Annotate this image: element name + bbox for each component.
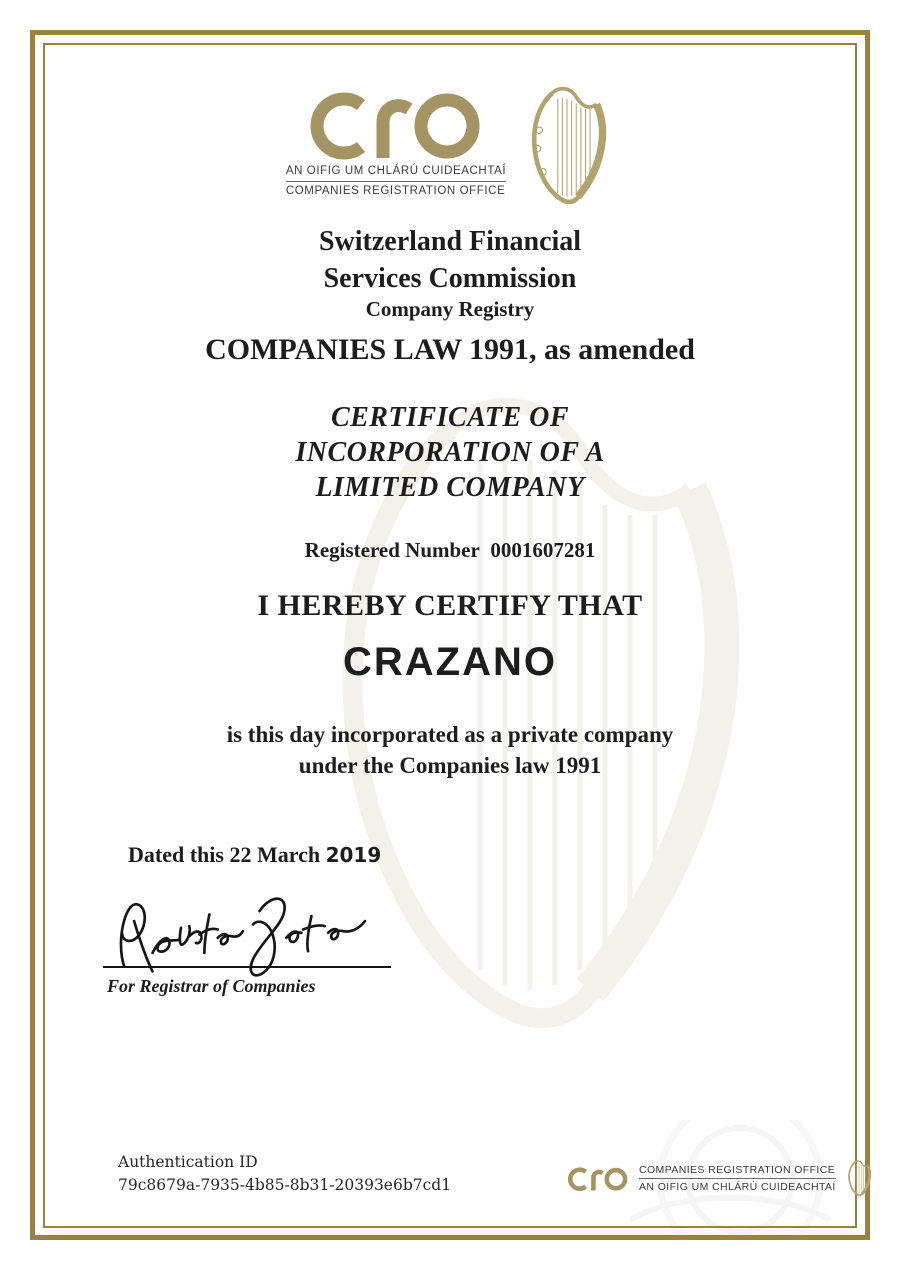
registered-number-row	[0, 538, 900, 563]
dated-year: 2019	[325, 843, 382, 867]
certificate-title-line1: CERTIFICATE OF	[330, 402, 570, 433]
companies-law-heading: COMPANIES LAW 1991, as amended	[205, 333, 695, 366]
certify-line: I HEREBY CERTIFY THAT	[257, 589, 643, 622]
certificate-title-line2: INCORPORATION OF A	[295, 437, 605, 468]
incorporation-statement-line2: under the Companies law 1991	[298, 753, 602, 778]
dated-label: Dated this 22 March	[128, 842, 321, 867]
cro-footer-logo	[566, 1158, 873, 1198]
registered-number-value: 0001607281	[490, 538, 596, 562]
certificate-title-line3: LIMITED COMPANY	[315, 472, 585, 503]
irish-harp-small-icon	[845, 1158, 873, 1198]
cro-header-logo	[0, 84, 900, 206]
incorporation-statement-line1: is this day incorporated as a private company	[226, 722, 674, 747]
cro-wordmark-icon	[305, 84, 487, 164]
header-logo-line2: COMPANIES REGISTRATION OFFICE	[285, 185, 506, 197]
footer-logo-line1: COMPANIES REGISTRATION OFFICE	[639, 1163, 836, 1179]
company-name: CRAZANO	[343, 640, 557, 684]
authority-name-line2: Services Commission	[323, 263, 577, 294]
authentication-id-label: Authentication ID	[118, 1153, 258, 1171]
authority-name-line1: Switzerland Financial	[318, 226, 582, 257]
authentication-id-block	[118, 1151, 451, 1197]
inner-gold-border	[43, 43, 857, 1228]
certificate-title	[0, 400, 900, 505]
registrar-caption: For Registrar of Companies	[107, 976, 316, 996]
authentication-id-value: 79c8679a-7935-4b85-8b31-20393e6b7cd1	[118, 1176, 452, 1194]
incorporation-statement	[0, 719, 900, 781]
cro-wordmark-small-icon	[566, 1164, 630, 1193]
irish-harp-icon	[520, 84, 614, 206]
registered-number-label: Registered Number	[304, 538, 480, 562]
header-logo-line1: AN OIFIG UM CHLÁRÚ CUIDEACHTAÍ	[286, 164, 506, 182]
dated-line	[128, 842, 381, 868]
company-registry-label: Company Registry	[365, 297, 535, 321]
signature-line	[103, 966, 391, 968]
footer-logo-line2: AN OIFIG UM CHLÁRÚ CUIDEACHTAÍ	[639, 1180, 836, 1193]
registrar-signature	[92, 886, 392, 978]
